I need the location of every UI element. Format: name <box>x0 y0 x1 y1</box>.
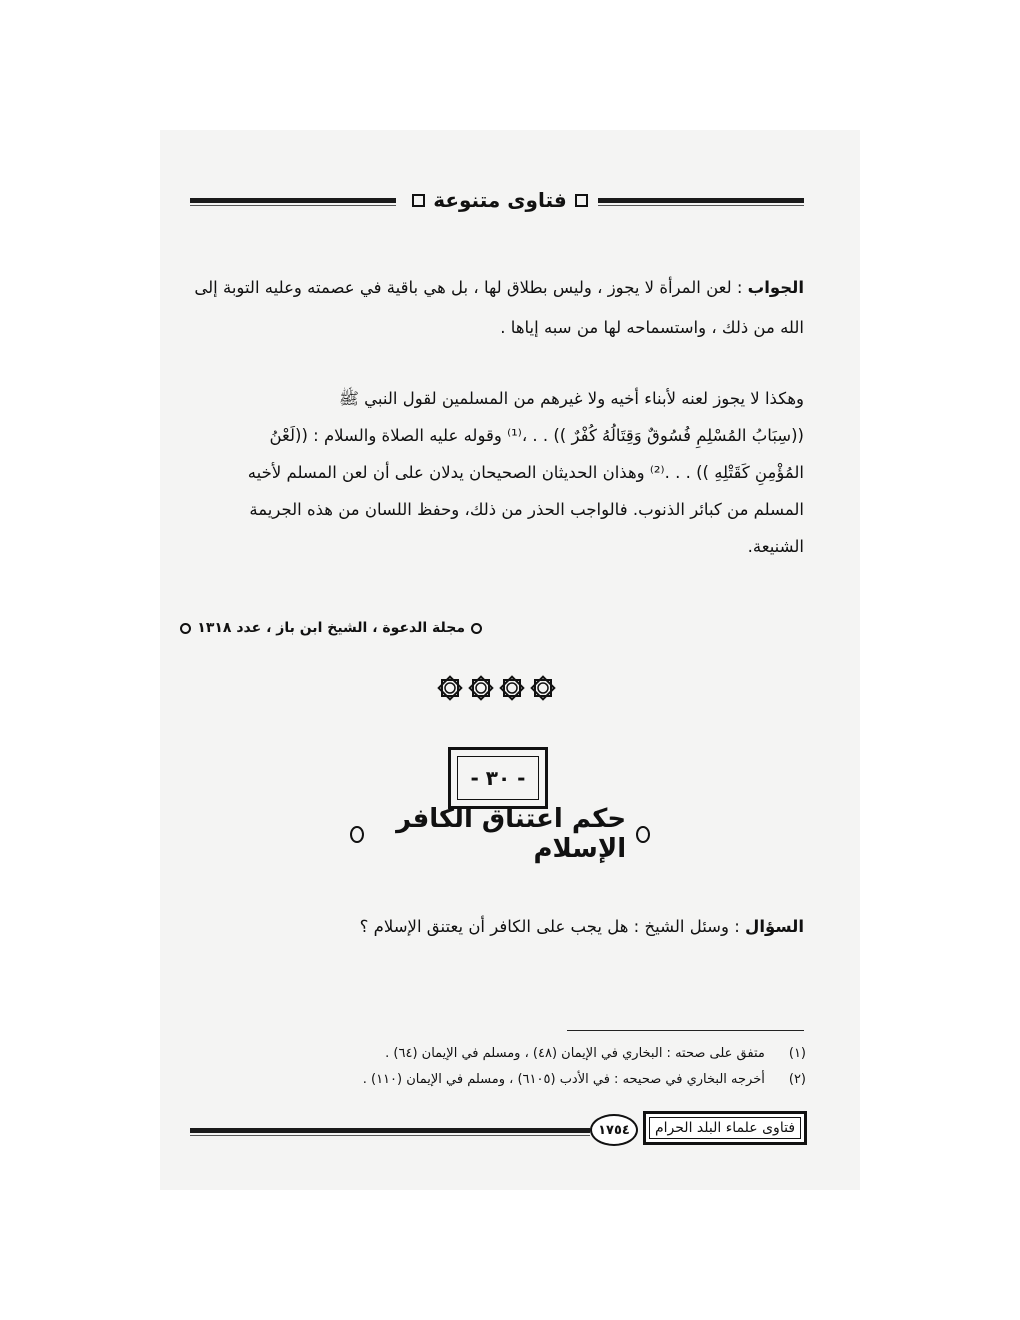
section-heading <box>350 804 650 864</box>
paragraph-line-5: الشنيعة. <box>747 537 804 556</box>
star-ornament-icon <box>529 674 557 702</box>
running-header <box>400 182 600 218</box>
circle-icon <box>350 826 364 843</box>
header-square-icon <box>575 194 588 207</box>
source-citation <box>180 620 482 636</box>
answer-block <box>190 268 804 348</box>
question-label: السؤال <box>745 917 804 936</box>
footnote-number: (٢) <box>788 1072 806 1087</box>
star-ornament-icon <box>498 674 526 702</box>
circle-icon <box>180 623 191 634</box>
header-title: فتاوى متنوعة <box>433 188 567 212</box>
footnote-rule <box>567 1030 804 1031</box>
question-text: : وسئل الشيخ : هل يجب على الكافر أن يعتنق الإسلام ؟ <box>359 917 740 936</box>
footnote-2 <box>363 1072 806 1087</box>
book-title-box <box>643 1111 807 1145</box>
circle-icon <box>636 826 650 843</box>
paragraph-line-2: ((سِبَابُ المُسْلِمِ فُسُوقٌ وَقِتَالُهُ كُفْرٌ )) . . ،⁽¹⁾ وقوله عليه الصلاة والسلام : ((لَعْنُ <box>269 426 804 445</box>
answer-label: الجواب <box>747 278 804 297</box>
footnote-text: أخرجه البخاري في صحيحه : في الأدب (٦١٠٥) ، ومسلم في الإيمان (١١٠) . <box>362 1072 765 1087</box>
paragraph-line-3: المُؤْمِنِ كَقَتْلِهِ )) . . .⁽²⁾ وهذان الحديثان الصحيحان يدلان على أن لعن المسلم لأخيه <box>247 463 804 482</box>
footnote-number: (١) <box>788 1046 806 1061</box>
question-block <box>190 910 804 944</box>
footer-rule <box>190 1128 590 1133</box>
paragraph-line-4: المسلم من كبائر الذنوب. فالواجب الحذر من ذلك، وحفظ اللسان من هذه الجريمة <box>249 500 804 519</box>
answer-text: : لعن المرأة لا يجوز ، وليس بطلاق لها ، بل هي باقية في عصمته وعليه التوبة إلى <box>194 278 743 297</box>
book-title: فتاوى علماء البلد الحرام <box>649 1117 801 1139</box>
footnote-text: متفق على صحته : البخاري في الإيمان (٤٨) ، ومسلم في الإيمان (٦٤) . <box>385 1046 765 1061</box>
footnote-1 <box>385 1046 806 1061</box>
paragraph-line-1: وهكذا لا يجوز لعنه لأبناء أخيه ولا غيرهم من المسلمين لقول النبي ﷺ <box>338 389 804 408</box>
star-ornament-icon <box>436 674 464 702</box>
header-rule-left <box>190 198 396 203</box>
source-text: مجلة الدعوة ، الشيخ ابن باز ، عدد ١٣١٨ <box>197 620 465 636</box>
answer-line-1 <box>190 268 804 308</box>
body-paragraph <box>190 380 804 565</box>
section-number: - ٣٠ - <box>457 756 539 800</box>
circle-icon <box>471 623 482 634</box>
section-number-box <box>448 747 548 809</box>
page-number: ١٧٥٤ <box>590 1114 638 1146</box>
header-rule-right <box>598 198 804 203</box>
ornament-divider <box>436 674 557 702</box>
star-ornament-icon <box>467 674 495 702</box>
section-title: حكم اعتناق الكافر الإسلام <box>396 804 627 864</box>
answer-line-2: الله من ذلك ، واستسماحه لها من سبه إياها . <box>500 318 804 337</box>
header-square-icon <box>412 194 425 207</box>
